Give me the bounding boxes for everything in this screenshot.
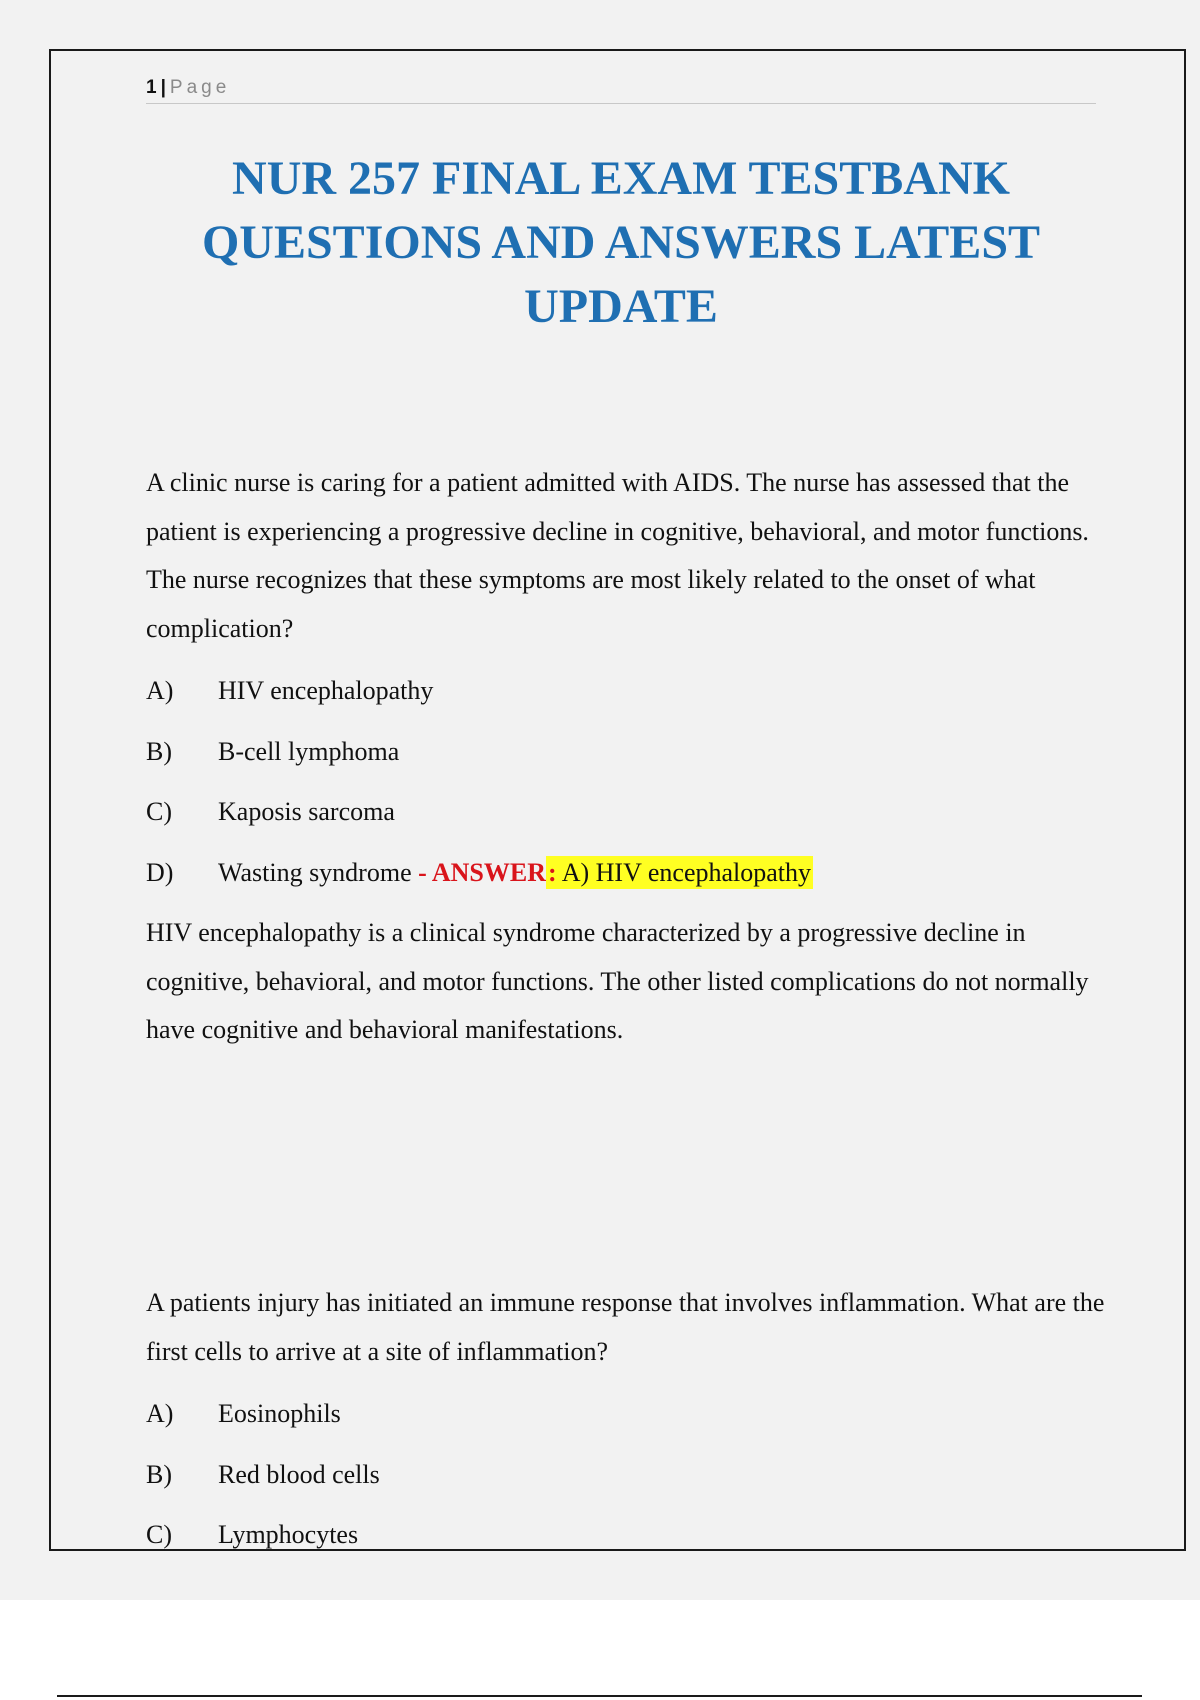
option-letter: A): [146, 1399, 174, 1429]
answer-highlight: [546, 856, 813, 889]
question-1-option-b: [146, 722, 1106, 783]
question-2-option-c: [146, 1505, 1106, 1551]
answer-text: A) HIV encephalopathy: [556, 857, 812, 887]
option-text: B-cell lymphoma: [218, 736, 400, 766]
page-label: Page: [169, 77, 231, 98]
answer-colon: :: [547, 857, 557, 887]
question-1-explanation: HIV encephalopathy is a clinical syndrome characterized by a progressive decline in cognitive, behavioral, and motor functions. The other listed complications do not normally have cognitive and behavioral manifestations.: [146, 918, 1089, 1044]
option-text: HIV encephalopathy: [218, 676, 434, 706]
option-letter: B): [146, 1459, 172, 1489]
title-line-3: UPDATE: [524, 280, 718, 333]
option-letter: C): [146, 797, 172, 827]
page-header: [146, 73, 1096, 104]
question-1: [146, 459, 1106, 1055]
header-separator: |: [160, 77, 166, 98]
option-letter: D): [146, 857, 174, 887]
question-2-option-b: [146, 1445, 1106, 1506]
option-text: Wasting syndrome: [218, 857, 412, 887]
next-page-top-border: [57, 1695, 1142, 1697]
page-number: 1: [146, 77, 157, 98]
question-1-stem: A clinic nurse is caring for a patient admitted with AIDS. The nurse has assessed that the patient is experiencing a progressive decline in cognitive, behavioral, and motor functions. The nurse recognizes that these symptoms are most likely related to the onset of what complication?: [146, 468, 1089, 643]
question-2: [146, 1279, 1106, 1551]
option-text: Lymphocytes: [218, 1520, 359, 1550]
option-text-with-answer: [218, 858, 813, 888]
title-line-1: NUR 257 FINAL EXAM TESTBANK: [232, 152, 1010, 205]
document-title: [111, 147, 1131, 339]
option-letter: A): [146, 676, 174, 706]
question-2-option-a: [146, 1384, 1106, 1445]
question-1-option-a: [146, 661, 1106, 722]
question-1-option-d: [146, 843, 1106, 904]
option-letter: B): [146, 736, 172, 766]
title-line-2: QUESTIONS AND ANSWERS LATEST: [201, 216, 1041, 269]
question-2-stem: A patients injury has initiated an immune response that involves inflammation. What are the first cells to arrive at a site of inflammation?: [146, 1288, 1105, 1366]
option-text: Eosinophils: [218, 1399, 341, 1429]
question-1-option-c: [146, 782, 1106, 843]
document-page: [49, 49, 1186, 1551]
option-text: Kaposis sarcoma: [218, 797, 395, 827]
option-letter: C): [146, 1520, 172, 1550]
answer-label: - ANSWER: [411, 857, 546, 887]
option-text: Red blood cells: [218, 1459, 380, 1489]
